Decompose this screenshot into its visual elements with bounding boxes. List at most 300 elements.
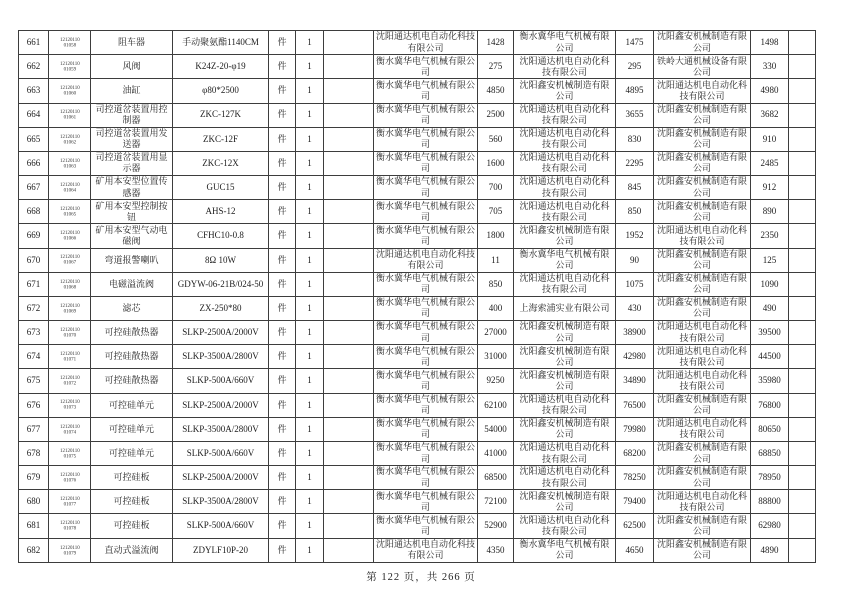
cell-price-3: 1090 bbox=[751, 272, 789, 296]
item-code-text: 12120110 01078 bbox=[59, 519, 80, 532]
cell-item-name: 滤芯 bbox=[91, 296, 173, 320]
cell-price-2: 38900 bbox=[616, 321, 654, 345]
cell-price-3: 910 bbox=[751, 127, 789, 151]
price-comparison-table bbox=[18, 30, 816, 563]
cell-spec: AHS-12 bbox=[173, 200, 269, 224]
cell-item-code bbox=[49, 200, 91, 224]
cell-supplier-2: 沈阳通达机电自动化科技有限公司 bbox=[514, 514, 616, 538]
cell-item-code bbox=[49, 417, 91, 441]
cell-price-2: 850 bbox=[616, 200, 654, 224]
cell-item-code bbox=[49, 538, 91, 562]
cell-blank bbox=[789, 417, 816, 441]
cell-seq: 678 bbox=[19, 441, 49, 465]
cell-supplier-2: 沈阳通达机电自动化科技有限公司 bbox=[514, 55, 616, 79]
item-code-text: 12120110 01073 bbox=[59, 398, 80, 411]
cell-supplier-2: 沈阳通达机电自动化科技有限公司 bbox=[514, 393, 616, 417]
table-row bbox=[19, 296, 816, 320]
item-code-text: 12120110 01060 bbox=[59, 84, 80, 96]
cell-blank bbox=[789, 272, 816, 296]
cell-unit: 件 bbox=[269, 224, 296, 248]
cell-blank bbox=[789, 369, 816, 393]
cell-price-2: 78250 bbox=[616, 466, 654, 490]
cell-spec: K24Z-20-φ19 bbox=[173, 55, 269, 79]
cell-item-name: 可控硅散热器 bbox=[91, 369, 173, 393]
cell-item-code bbox=[49, 345, 91, 369]
cell-qty: 1 bbox=[296, 176, 324, 200]
cell-supplier-2: 沈阳鑫安机械制造有限公司 bbox=[514, 321, 616, 345]
cell-blank bbox=[789, 176, 816, 200]
cell-blank bbox=[789, 200, 816, 224]
item-code-text: 12120110 01067 bbox=[59, 253, 80, 266]
cell-price-1: 9250 bbox=[478, 369, 514, 393]
cell-qty: 1 bbox=[296, 103, 324, 127]
item-code-text: 12120110 01059 bbox=[59, 60, 80, 72]
table-row bbox=[19, 466, 816, 490]
cell-price-1: 2500 bbox=[478, 103, 514, 127]
cell-qty: 1 bbox=[296, 224, 324, 248]
item-code-text: 12120110 01072 bbox=[59, 374, 80, 387]
cell-supplier-3: 沈阳鑫安机械制造有限公司 bbox=[654, 272, 751, 296]
cell-supplier-2: 沈阳通达机电自动化科技有限公司 bbox=[514, 176, 616, 200]
cell-supplier-3: 沈阳鑫安机械制造有限公司 bbox=[654, 151, 751, 175]
cell-blank bbox=[789, 151, 816, 175]
cell-qty: 1 bbox=[296, 200, 324, 224]
cell-qty: 1 bbox=[296, 31, 324, 55]
cell-supplier-3: 沈阳鑫安机械制造有限公司 bbox=[654, 514, 751, 538]
cell-supplier-3: 沈阳通达机电自动化科技有限公司 bbox=[654, 224, 751, 248]
cell-unit: 件 bbox=[269, 345, 296, 369]
cell-supplier-3: 沈阳鑫安机械制造有限公司 bbox=[654, 441, 751, 465]
table-row bbox=[19, 79, 816, 103]
cell-blank bbox=[324, 417, 374, 441]
cell-unit: 件 bbox=[269, 272, 296, 296]
cell-blank bbox=[324, 514, 374, 538]
cell-unit: 件 bbox=[269, 200, 296, 224]
cell-spec: ZKC-12X bbox=[173, 151, 269, 175]
cell-spec: SLKP-500A/660V bbox=[173, 514, 269, 538]
cell-supplier-3: 铁岭大通机械设备有限公司 bbox=[654, 55, 751, 79]
cell-supplier-2: 沈阳通达机电自动化科技有限公司 bbox=[514, 200, 616, 224]
cell-supplier-3: 沈阳通达机电自动化科技有限公司 bbox=[654, 321, 751, 345]
cell-seq: 664 bbox=[19, 103, 49, 127]
table-row bbox=[19, 224, 816, 248]
cell-item-name: 矿用本安型控制按钮 bbox=[91, 200, 173, 224]
cell-supplier-2: 衡水冀华电气机械有限公司 bbox=[514, 248, 616, 272]
cell-price-3: 35980 bbox=[751, 369, 789, 393]
cell-blank bbox=[324, 345, 374, 369]
cell-price-2: 3655 bbox=[616, 103, 654, 127]
cell-blank bbox=[324, 441, 374, 465]
item-code-text: 12120110 01065 bbox=[59, 205, 80, 217]
cell-qty: 1 bbox=[296, 79, 324, 103]
cell-price-1: 1800 bbox=[478, 224, 514, 248]
cell-seq: 667 bbox=[19, 176, 49, 200]
cell-blank bbox=[324, 369, 374, 393]
cell-seq: 672 bbox=[19, 296, 49, 320]
cell-blank bbox=[324, 393, 374, 417]
cell-item-name: 矿用本安型位置传感器 bbox=[91, 176, 173, 200]
cell-spec: GDYW-06-21B/024-50 bbox=[173, 272, 269, 296]
cell-spec: SLKP-500A/660V bbox=[173, 441, 269, 465]
table-row bbox=[19, 441, 816, 465]
cell-unit: 件 bbox=[269, 417, 296, 441]
table-row bbox=[19, 248, 816, 272]
cell-qty: 1 bbox=[296, 466, 324, 490]
cell-supplier-3: 沈阳鑫安机械制造有限公司 bbox=[654, 200, 751, 224]
cell-seq: 662 bbox=[19, 55, 49, 79]
cell-blank bbox=[324, 151, 374, 175]
cell-unit: 件 bbox=[269, 441, 296, 465]
cell-price-2: 79400 bbox=[616, 490, 654, 514]
cell-price-3: 76800 bbox=[751, 393, 789, 417]
item-code-text: 12120110 01061 bbox=[59, 108, 80, 121]
item-code-text: 12120110 01070 bbox=[59, 326, 80, 338]
cell-blank bbox=[789, 441, 816, 465]
cell-price-2: 90 bbox=[616, 248, 654, 272]
item-code-text: 12120110 01077 bbox=[59, 495, 80, 507]
cell-spec: ZKC-127K bbox=[173, 103, 269, 127]
cell-seq: 663 bbox=[19, 79, 49, 103]
cell-supplier-3: 沈阳鑫安机械制造有限公司 bbox=[654, 103, 751, 127]
cell-blank bbox=[789, 55, 816, 79]
cell-spec: SLKP-2500A/2000V bbox=[173, 393, 269, 417]
cell-price-3: 3682 bbox=[751, 103, 789, 127]
item-code-text: 12120110 01068 bbox=[59, 278, 80, 290]
table-row bbox=[19, 176, 816, 200]
cell-price-2: 295 bbox=[616, 55, 654, 79]
cell-seq: 677 bbox=[19, 417, 49, 441]
cell-unit: 件 bbox=[269, 79, 296, 103]
cell-blank bbox=[789, 490, 816, 514]
cell-supplier-2: 沈阳通达机电自动化科技有限公司 bbox=[514, 127, 616, 151]
cell-blank bbox=[324, 103, 374, 127]
cell-unit: 件 bbox=[269, 369, 296, 393]
cell-price-1: 72100 bbox=[478, 490, 514, 514]
cell-price-1: 11 bbox=[478, 248, 514, 272]
cell-price-2: 34890 bbox=[616, 369, 654, 393]
cell-item-code bbox=[49, 248, 91, 272]
cell-blank bbox=[324, 538, 374, 562]
cell-blank bbox=[324, 296, 374, 320]
cell-seq: 673 bbox=[19, 321, 49, 345]
cell-blank bbox=[789, 538, 816, 562]
cell-item-code bbox=[49, 393, 91, 417]
cell-price-3: 490 bbox=[751, 296, 789, 320]
cell-supplier-2: 衡水冀华电气机械有限公司 bbox=[514, 31, 616, 55]
cell-item-name: 矿用本安型气动电磁阀 bbox=[91, 224, 173, 248]
cell-supplier-1: 衡水冀华电气机械有限公司 bbox=[374, 393, 478, 417]
table-row bbox=[19, 127, 816, 151]
table-row bbox=[19, 490, 816, 514]
cell-qty: 1 bbox=[296, 393, 324, 417]
cell-supplier-2: 沈阳鑫安机械制造有限公司 bbox=[514, 79, 616, 103]
cell-price-3: 88800 bbox=[751, 490, 789, 514]
cell-item-code bbox=[49, 321, 91, 345]
cell-item-code bbox=[49, 490, 91, 514]
cell-qty: 1 bbox=[296, 514, 324, 538]
table-body bbox=[19, 31, 816, 563]
cell-supplier-1: 沈阳通达机电自动化科技有限公司 bbox=[374, 31, 478, 55]
cell-spec: φ80*2500 bbox=[173, 79, 269, 103]
table-row bbox=[19, 321, 816, 345]
cell-item-name: 可控硅单元 bbox=[91, 441, 173, 465]
cell-supplier-1: 衡水冀华电气机械有限公司 bbox=[374, 224, 478, 248]
cell-supplier-1: 衡水冀华电气机械有限公司 bbox=[374, 200, 478, 224]
cell-price-1: 705 bbox=[478, 200, 514, 224]
cell-price-2: 430 bbox=[616, 296, 654, 320]
cell-supplier-3: 沈阳通达机电自动化科技有限公司 bbox=[654, 490, 751, 514]
cell-item-code bbox=[49, 272, 91, 296]
table-row bbox=[19, 200, 816, 224]
cell-blank bbox=[324, 127, 374, 151]
cell-supplier-2: 沈阳鑫安机械制造有限公司 bbox=[514, 369, 616, 393]
table-row bbox=[19, 538, 816, 562]
cell-spec: SLKP-500A/660V bbox=[173, 369, 269, 393]
cell-spec: SLKP-3500A/2800V bbox=[173, 490, 269, 514]
cell-seq: 668 bbox=[19, 200, 49, 224]
cell-price-2: 1075 bbox=[616, 272, 654, 296]
cell-supplier-2: 沈阳鑫安机械制造有限公司 bbox=[514, 490, 616, 514]
cell-item-name: 弯道报警喇叭 bbox=[91, 248, 173, 272]
cell-blank bbox=[789, 321, 816, 345]
cell-unit: 件 bbox=[269, 490, 296, 514]
cell-seq: 661 bbox=[19, 31, 49, 55]
cell-blank bbox=[789, 466, 816, 490]
table-row bbox=[19, 31, 816, 55]
cell-supplier-3: 沈阳鑫安机械制造有限公司 bbox=[654, 31, 751, 55]
cell-supplier-3: 沈阳鑫安机械制造有限公司 bbox=[654, 127, 751, 151]
cell-supplier-1: 衡水冀华电气机械有限公司 bbox=[374, 345, 478, 369]
cell-price-2: 79980 bbox=[616, 417, 654, 441]
cell-price-1: 700 bbox=[478, 176, 514, 200]
cell-price-1: 1600 bbox=[478, 151, 514, 175]
cell-seq: 682 bbox=[19, 538, 49, 562]
table-row bbox=[19, 393, 816, 417]
cell-unit: 件 bbox=[269, 321, 296, 345]
cell-price-2: 830 bbox=[616, 127, 654, 151]
cell-blank bbox=[789, 79, 816, 103]
cell-seq: 671 bbox=[19, 272, 49, 296]
cell-price-2: 1475 bbox=[616, 31, 654, 55]
cell-blank bbox=[789, 296, 816, 320]
cell-qty: 1 bbox=[296, 248, 324, 272]
cell-spec: SLKP-2500A/2000V bbox=[173, 321, 269, 345]
cell-seq: 670 bbox=[19, 248, 49, 272]
cell-item-name: 可控硅单元 bbox=[91, 417, 173, 441]
cell-unit: 件 bbox=[269, 248, 296, 272]
cell-price-2: 4650 bbox=[616, 538, 654, 562]
cell-supplier-1: 衡水冀华电气机械有限公司 bbox=[374, 441, 478, 465]
cell-spec: ZDYLF10P-20 bbox=[173, 538, 269, 562]
cell-supplier-3: 沈阳鑫安机械制造有限公司 bbox=[654, 466, 751, 490]
cell-supplier-1: 衡水冀华电气机械有限公司 bbox=[374, 127, 478, 151]
cell-seq: 679 bbox=[19, 466, 49, 490]
cell-spec: 8Ω 10W bbox=[173, 248, 269, 272]
cell-price-2: 42980 bbox=[616, 345, 654, 369]
cell-qty: 1 bbox=[296, 151, 324, 175]
item-code-text: 12120110 01076 bbox=[59, 471, 80, 483]
cell-blank bbox=[324, 224, 374, 248]
cell-blank bbox=[324, 272, 374, 296]
cell-price-1: 52900 bbox=[478, 514, 514, 538]
cell-price-3: 39500 bbox=[751, 321, 789, 345]
cell-supplier-3: 沈阳通达机电自动化科技有限公司 bbox=[654, 417, 751, 441]
table-row bbox=[19, 345, 816, 369]
cell-item-code bbox=[49, 514, 91, 538]
cell-unit: 件 bbox=[269, 31, 296, 55]
cell-supplier-2: 衡水冀华电气机械有限公司 bbox=[514, 538, 616, 562]
cell-supplier-1: 衡水冀华电气机械有限公司 bbox=[374, 490, 478, 514]
cell-item-name: 司控道岔装置用显示器 bbox=[91, 151, 173, 175]
cell-price-1: 27000 bbox=[478, 321, 514, 345]
cell-qty: 1 bbox=[296, 296, 324, 320]
cell-spec: ZKC-12F bbox=[173, 127, 269, 151]
cell-item-code bbox=[49, 176, 91, 200]
cell-blank bbox=[324, 466, 374, 490]
cell-price-3: 890 bbox=[751, 200, 789, 224]
cell-supplier-2: 沈阳通达机电自动化科技有限公司 bbox=[514, 151, 616, 175]
cell-supplier-1: 衡水冀华电气机械有限公司 bbox=[374, 103, 478, 127]
cell-spec: CFHC10-0.8 bbox=[173, 224, 269, 248]
cell-spec: ZX-250*80 bbox=[173, 296, 269, 320]
page-footer: 第 122 页，共 266 页 bbox=[366, 572, 476, 583]
item-code-text: 12120110 01075 bbox=[59, 447, 80, 459]
cell-item-code bbox=[49, 441, 91, 465]
cell-price-1: 31000 bbox=[478, 345, 514, 369]
cell-item-name: 可控硅单元 bbox=[91, 393, 173, 417]
cell-price-3: 125 bbox=[751, 248, 789, 272]
cell-item-name: 油缸 bbox=[91, 79, 173, 103]
cell-seq: 675 bbox=[19, 369, 49, 393]
cell-supplier-2: 沈阳通达机电自动化科技有限公司 bbox=[514, 441, 616, 465]
cell-supplier-1: 衡水冀华电气机械有限公司 bbox=[374, 296, 478, 320]
cell-supplier-1: 衡水冀华电气机械有限公司 bbox=[374, 369, 478, 393]
cell-item-code bbox=[49, 127, 91, 151]
cell-unit: 件 bbox=[269, 296, 296, 320]
cell-blank bbox=[789, 248, 816, 272]
cell-supplier-3: 沈阳鑫安机械制造有限公司 bbox=[654, 538, 751, 562]
cell-price-3: 912 bbox=[751, 176, 789, 200]
cell-price-1: 41000 bbox=[478, 441, 514, 465]
table-row bbox=[19, 514, 816, 538]
cell-item-code bbox=[49, 31, 91, 55]
cell-item-code bbox=[49, 103, 91, 127]
cell-blank bbox=[324, 490, 374, 514]
cell-item-name: 风阀 bbox=[91, 55, 173, 79]
cell-supplier-3: 沈阳通达机电自动化科技有限公司 bbox=[654, 79, 751, 103]
cell-price-1: 4350 bbox=[478, 538, 514, 562]
cell-blank bbox=[789, 393, 816, 417]
cell-price-3: 330 bbox=[751, 55, 789, 79]
cell-unit: 件 bbox=[269, 103, 296, 127]
cell-item-name: 阻车器 bbox=[91, 31, 173, 55]
cell-price-3: 62980 bbox=[751, 514, 789, 538]
table-row bbox=[19, 272, 816, 296]
cell-blank bbox=[789, 103, 816, 127]
cell-blank bbox=[789, 127, 816, 151]
cell-blank bbox=[789, 345, 816, 369]
cell-qty: 1 bbox=[296, 55, 324, 79]
cell-spec: SLKP-3500A/2800V bbox=[173, 345, 269, 369]
cell-blank bbox=[789, 31, 816, 55]
cell-price-3: 78950 bbox=[751, 466, 789, 490]
cell-supplier-3: 沈阳鑫安机械制造有限公司 bbox=[654, 393, 751, 417]
cell-supplier-1: 衡水冀华电气机械有限公司 bbox=[374, 151, 478, 175]
cell-spec: SLKP-3500A/2800V bbox=[173, 417, 269, 441]
cell-item-name: 司控道岔装置用发送器 bbox=[91, 127, 173, 151]
cell-price-1: 68500 bbox=[478, 466, 514, 490]
cell-supplier-2: 沈阳鑫安机械制造有限公司 bbox=[514, 417, 616, 441]
item-code-text: 12120110 01069 bbox=[59, 302, 80, 314]
cell-supplier-3: 沈阳鑫安机械制造有限公司 bbox=[654, 176, 751, 200]
cell-item-name: 可控硅散热器 bbox=[91, 345, 173, 369]
cell-qty: 1 bbox=[296, 272, 324, 296]
cell-item-code bbox=[49, 369, 91, 393]
item-code-text: 12120110 01062 bbox=[59, 133, 80, 145]
cell-price-2: 1952 bbox=[616, 224, 654, 248]
cell-item-code bbox=[49, 79, 91, 103]
cell-price-1: 62100 bbox=[478, 393, 514, 417]
cell-price-1: 275 bbox=[478, 55, 514, 79]
cell-seq: 665 bbox=[19, 127, 49, 151]
cell-item-name: 司控道岔装置用控制器 bbox=[91, 103, 173, 127]
item-code-text: 12120110 01074 bbox=[59, 423, 80, 435]
cell-price-1: 850 bbox=[478, 272, 514, 296]
cell-price-3: 2350 bbox=[751, 224, 789, 248]
cell-price-1: 54000 bbox=[478, 417, 514, 441]
item-code-text: 12120110 01064 bbox=[59, 181, 80, 193]
cell-price-3: 4890 bbox=[751, 538, 789, 562]
cell-qty: 1 bbox=[296, 345, 324, 369]
cell-item-code bbox=[49, 151, 91, 175]
cell-seq: 676 bbox=[19, 393, 49, 417]
cell-spec: 手动聚氨酯1140CM bbox=[173, 31, 269, 55]
cell-seq: 669 bbox=[19, 224, 49, 248]
cell-unit: 件 bbox=[269, 514, 296, 538]
cell-supplier-2: 沈阳鑫安机械制造有限公司 bbox=[514, 224, 616, 248]
cell-seq: 681 bbox=[19, 514, 49, 538]
cell-qty: 1 bbox=[296, 490, 324, 514]
cell-supplier-2: 上海索浦实业有限公司 bbox=[514, 296, 616, 320]
cell-supplier-3: 沈阳鑫安机械制造有限公司 bbox=[654, 296, 751, 320]
cell-price-1: 4850 bbox=[478, 79, 514, 103]
cell-supplier-1: 衡水冀华电气机械有限公司 bbox=[374, 514, 478, 538]
cell-qty: 1 bbox=[296, 321, 324, 345]
cell-supplier-3: 沈阳通达机电自动化科技有限公司 bbox=[654, 369, 751, 393]
cell-blank bbox=[324, 176, 374, 200]
cell-supplier-1: 衡水冀华电气机械有限公司 bbox=[374, 176, 478, 200]
cell-unit: 件 bbox=[269, 393, 296, 417]
cell-price-3: 1498 bbox=[751, 31, 789, 55]
cell-price-2: 845 bbox=[616, 176, 654, 200]
cell-supplier-2: 沈阳鑫安机械制造有限公司 bbox=[514, 345, 616, 369]
cell-item-name: 可控硅板 bbox=[91, 490, 173, 514]
cell-qty: 1 bbox=[296, 369, 324, 393]
cell-supplier-1: 衡水冀华电气机械有限公司 bbox=[374, 272, 478, 296]
table-row bbox=[19, 55, 816, 79]
cell-supplier-1: 衡水冀华电气机械有限公司 bbox=[374, 417, 478, 441]
cell-item-name: 直动式溢流阀 bbox=[91, 538, 173, 562]
table-row bbox=[19, 103, 816, 127]
item-code-text: 12120110 01058 bbox=[59, 36, 80, 48]
cell-price-3: 44500 bbox=[751, 345, 789, 369]
cell-supplier-1: 衡水冀华电气机械有限公司 bbox=[374, 79, 478, 103]
cell-supplier-2: 沈阳通达机电自动化科技有限公司 bbox=[514, 272, 616, 296]
cell-item-name: 可控硅板 bbox=[91, 514, 173, 538]
cell-price-1: 1428 bbox=[478, 31, 514, 55]
item-code-text: 12120110 01079 bbox=[59, 544, 80, 556]
cell-supplier-1: 沈阳通达机电自动化科技有限公司 bbox=[374, 248, 478, 272]
